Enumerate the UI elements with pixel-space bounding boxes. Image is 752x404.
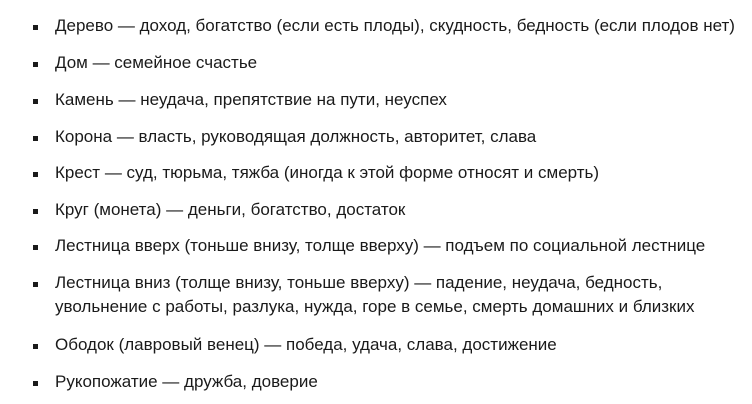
list-item-text: Лестница вверх (тоньше внизу, толще вверху) — подъем по социальной лестнице <box>55 236 706 255</box>
bullet-icon <box>33 381 38 386</box>
list-item-text: Дом — семейное счастье <box>55 53 258 72</box>
bullet-icon <box>33 209 38 214</box>
list-item-text-continued: увольнение с работы, разлука, нужда, горе в семье, смерть домашних и близких <box>55 297 695 316</box>
list-item-text: Камень — неудача, препятствие на пути, неуспех <box>55 90 447 109</box>
list-item-text: Круг (монета) — деньги, богатство, достаток <box>55 200 406 219</box>
bullet-icon <box>33 344 38 349</box>
list-item-text: Ободок (лавровый венец) — победа, удача, слава, достижение <box>55 335 557 354</box>
list-item-text: Крест — суд, тюрьма, тяжба (иногда к этой форме относят и смерть) <box>55 163 600 182</box>
bullet-icon <box>33 245 38 250</box>
list-item-text: Лестница вниз (толще внизу, тоньше вверху) — падение, неудача, бедность, <box>55 273 663 292</box>
list-item-text: Рукопожатие — дружба, доверие <box>55 372 318 391</box>
bullet-icon <box>33 136 38 141</box>
list-item-text: Корона — власть, руководящая должность, авторитет, слава <box>55 127 537 146</box>
bullet-icon <box>33 282 38 287</box>
list-item-text: Дерево — доход, богатство (если есть плоды), скудность, бедность (если плодов нет) <box>55 16 735 35</box>
bullet-icon <box>33 99 38 104</box>
bullet-icon <box>33 172 38 177</box>
bullet-icon <box>33 62 38 67</box>
bullet-icon <box>33 25 38 30</box>
